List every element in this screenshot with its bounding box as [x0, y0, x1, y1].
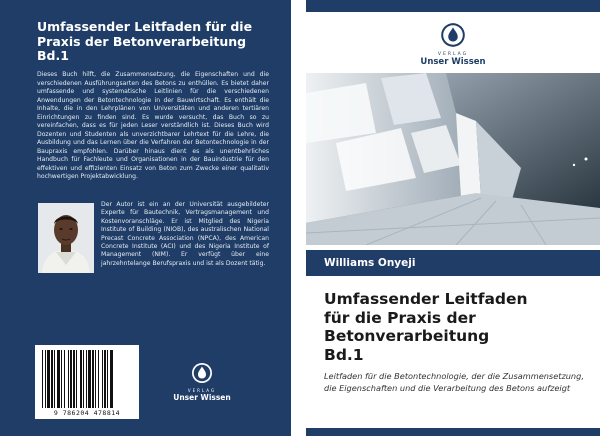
back-cover-title — [37, 20, 277, 64]
barcode-bar — [64, 350, 65, 408]
author-photo — [38, 203, 94, 273]
book-description: Dieses Buch hilft, die Zusammensetzung, die Eigenschaften und die verschiedenen Ausführungsarten des Betons zu enthüllen. Es bietet daher umfassende und systematische Leitlinien für die verschiedenen Anwendungen der Betontechnologie in der Bauwirtschaft. Es enthält die Inhalte, die in den Lehrplänen von Universitäten und anderen tertiären Einrichtungen zu finden sind. Es wurde versucht, das Buch so zu vereinfachen, dass es für jeden Leser verständlich ist. Dieses Buch wird Dozenten und Studenten als unverzichtbarer Lehrtext für die Lehre, die Ausbildung und das Lernen über die Verfahren der Betontechnologie in der Baupraxis empfohlen. Darüber hinaus dient es als unentbehrliches Handbuch für Fachleute und Organisationen in der Bauindustrie für den effektiven und effizienten Einsatz von Beton zum Zwecke einer qualitativ hochwertigen Projektabwicklung. — [37, 71, 269, 180]
author-name: Williams Onyeji — [306, 250, 600, 276]
publisher-label: VERLAG — [187, 388, 217, 393]
publisher-label: VERLAG — [437, 52, 469, 57]
back-title-line-3: Bd.1 — [37, 48, 69, 63]
cover-photo-concrete-architecture — [306, 73, 600, 245]
barcode-bar — [104, 350, 106, 408]
back-title-line-2: Praxis der Betonverarbeitung — [37, 33, 247, 49]
back-publisher-logo — [170, 362, 234, 402]
front-title-line-1: Umfassender Leitfaden — [324, 290, 528, 308]
front-subtitle: Leitfaden für die Betontechnologie, der die Zusammensetzung, die Eigenschaften und die Verarbeitung des Betons aufzeigt — [324, 371, 584, 393]
book-spine — [291, 0, 306, 436]
barcode-bar — [107, 350, 108, 408]
author-portrait-icon — [38, 203, 94, 273]
publisher-name: Unser Wissen — [420, 57, 486, 67]
barcode-bar — [42, 350, 43, 408]
barcode-bar — [73, 350, 75, 408]
front-title-line-4: Bd.1 — [324, 345, 364, 364]
front-top-band — [306, 0, 600, 12]
barcode-bar — [57, 350, 60, 408]
front-title-line-3: Betonverarbeitung — [324, 327, 490, 345]
publisher-emblem-icon — [191, 362, 213, 384]
barcode-bar — [110, 350, 113, 408]
barcode-bar — [80, 350, 82, 408]
barcode-bar — [86, 350, 87, 408]
front-cover-title — [324, 290, 594, 364]
back-cover — [0, 0, 291, 436]
barcode-icon — [35, 345, 139, 419]
barcode-bar — [61, 350, 62, 408]
barcode-bar — [92, 350, 94, 408]
barcode-bar — [68, 350, 69, 408]
barcode-bar — [70, 350, 72, 408]
front-cover — [306, 0, 600, 436]
barcode-bar — [95, 350, 96, 408]
barcode-bar — [47, 350, 50, 408]
barcode-bar — [102, 350, 103, 408]
barcode-bar — [45, 350, 46, 408]
author-bio: Der Autor ist ein an der Universität ausgebildeter Experte für Bautechnik, Vertragsmanagement und Kostenvoranschläge. Er ist Mitglied des Nigeria Institute of Building (NIOB), des australischen National Precast Concrete Association (NPCA), des American Concrete Institute (ACI) und des Nigeria Institute of Management (NIM). Er verfügt über eine jahrzehntelange Berufspraxis und ist als Dozent tätig. — [101, 201, 269, 267]
front-bottom-band — [306, 428, 600, 436]
publisher-emblem-icon — [440, 22, 466, 48]
barcode-bar — [76, 350, 77, 408]
back-title-line-1: Umfassender Leitfaden für die — [37, 19, 253, 34]
front-title-line-2: für die Praxis der — [324, 308, 476, 327]
barcode-bar — [83, 350, 84, 408]
isbn-barcode — [35, 345, 139, 419]
barcode-bar — [98, 350, 99, 408]
barcode-number: 9 786204 478814 — [53, 409, 121, 417]
barcode-bar — [88, 350, 91, 408]
front-publisher-logo — [410, 22, 496, 67]
barcode-bar — [51, 350, 53, 408]
publisher-name: Unser Wissen — [173, 393, 231, 402]
barcode-bar — [54, 350, 55, 408]
